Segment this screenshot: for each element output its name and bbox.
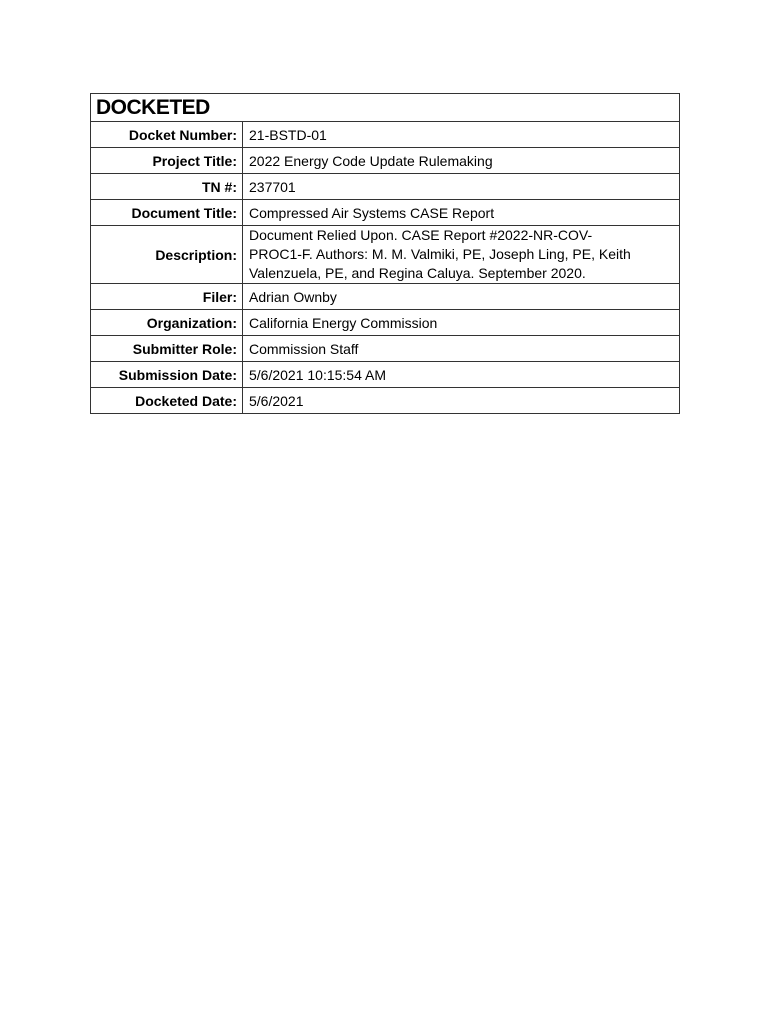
label: TN #: <box>91 174 243 200</box>
row-description <box>91 226 680 284</box>
value: Adrian Ownby <box>243 284 680 310</box>
row-document-title <box>91 200 680 226</box>
value: 5/6/2021 10:15:54 AM <box>243 362 680 388</box>
label: Description: <box>91 226 243 284</box>
description-line: Valenzuela, PE, and Regina Caluya. September 2020. <box>249 265 586 281</box>
description-line: Document Relied Upon. CASE Report #2022-NR-COV- <box>249 227 593 243</box>
label: Filer: <box>91 284 243 310</box>
row-filer <box>91 284 680 310</box>
docket-table <box>90 93 680 414</box>
row-tn <box>91 174 680 200</box>
label: Submission Date: <box>91 362 243 388</box>
value: 237701 <box>243 174 680 200</box>
value: Commission Staff <box>243 336 680 362</box>
description-line: PROC1-F. Authors: M. M. Valmiki, PE, Joseph Ling, PE, Keith <box>249 246 631 262</box>
label: Submitter Role: <box>91 336 243 362</box>
value: 5/6/2021 <box>243 388 680 414</box>
label: Docket Number: <box>91 122 243 148</box>
value: 21-BSTD-01 <box>243 122 680 148</box>
value <box>243 226 680 284</box>
value: Compressed Air Systems CASE Report <box>243 200 680 226</box>
row-submission-date <box>91 362 680 388</box>
label: Docketed Date: <box>91 388 243 414</box>
row-docket-number <box>91 122 680 148</box>
row-project-title <box>91 148 680 174</box>
value: California Energy Commission <box>243 310 680 336</box>
label: Document Title: <box>91 200 243 226</box>
label: Organization: <box>91 310 243 336</box>
row-organization <box>91 310 680 336</box>
docketed-heading: DOCKETED <box>91 94 680 122</box>
row-submitter-role <box>91 336 680 362</box>
value: 2022 Energy Code Update Rulemaking <box>243 148 680 174</box>
row-docketed-date <box>91 388 680 414</box>
label: Project Title: <box>91 148 243 174</box>
